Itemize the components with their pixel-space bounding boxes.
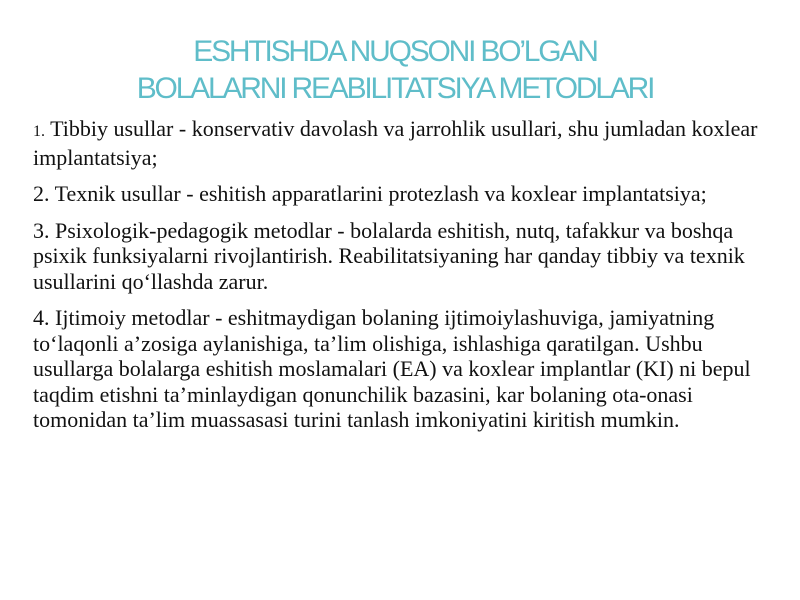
list-item-2-text: 2. Texnik usullar - eshitish apparatlarini protezlash va koxlear implantatsiya;	[33, 181, 707, 206]
list-item-1	[33, 116, 778, 170]
list-item-1-text: Tibbiy usullar - konservativ davolash va jarrohlik usullari, shu jumladan koxlear implantatsiya;	[33, 116, 758, 170]
slide-title-line-2: BOLALARNI REABILITATSIYA METODLARI	[136, 72, 654, 105]
list-item-3-text: 3. Psixologik-pedagogik metodlar - bolalarda eshitish, nutq, tafakkur va boshqa psixik funksiyalarni rivojlantirish. Reabilitatsiyaning har qanday tibbiy va texnik usullarini qo‘llashda zarur.	[33, 217, 745, 294]
slide-title	[20, 33, 770, 107]
slide-title-line-1: ESHTISHDA NUQSONI BO’LGAN	[193, 35, 597, 68]
list-item-3	[33, 218, 778, 295]
list-item-2	[33, 181, 778, 207]
list-item-1-number: 1.	[33, 123, 45, 140]
list-item-4	[33, 305, 778, 433]
list-item-4-text: 4. Ijtimoiy metodlar - eshitmaydigan bolaning ijtimoiylashuviga, jamiyatning to‘laqonli a’zosiga aylanishiga, ta’lim olishiga, ishlashiga qaratilgan. Ushbu usullarga bolalarga eshitish moslamalari (EA) va koxlear implantlar (KI) ni bepul taqdim etishni ta’minlaydigan qonunchilik bazasini, kar bolaning ota-onasi tomonidan ta’lim muassasasi turini tanlash imkoniyatini kiritish mumkin.	[33, 305, 751, 432]
slide-body	[33, 116, 778, 444]
